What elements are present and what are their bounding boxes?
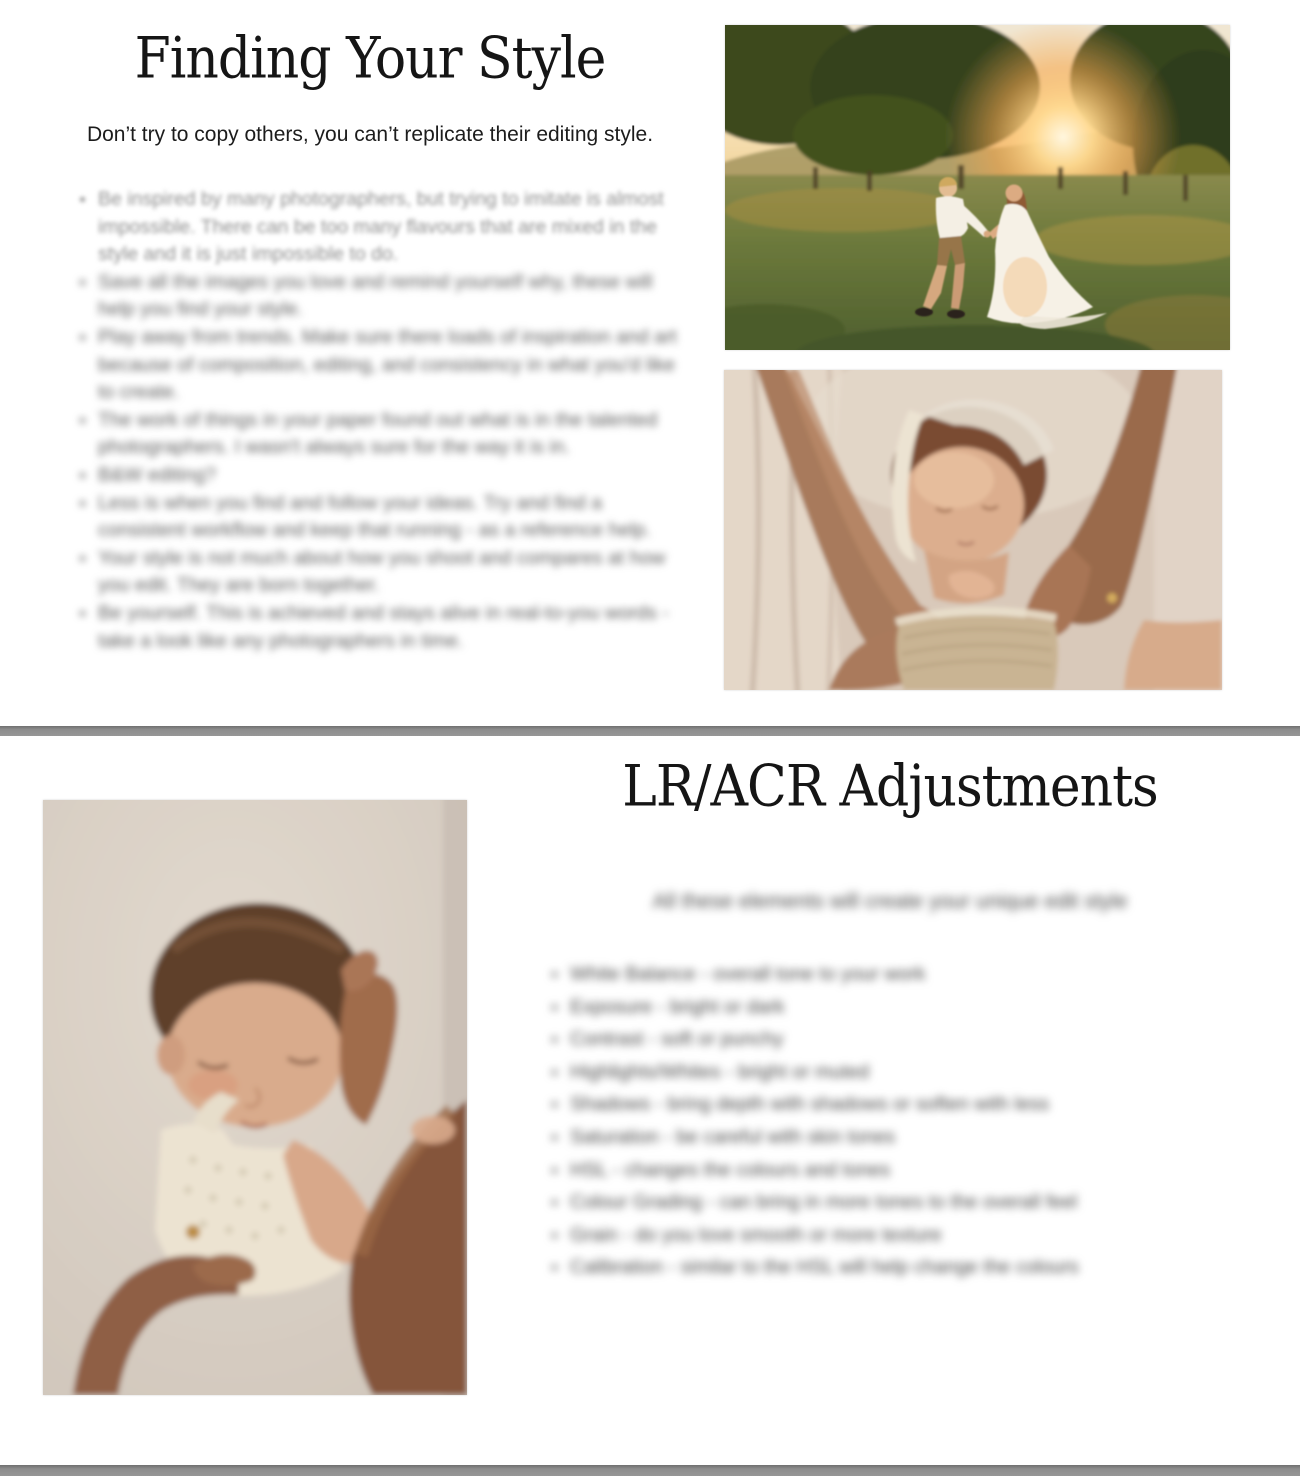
blurred-bullet-list (548, 958, 1148, 1284)
bullet-item: Your style is not much about how you shoot and compares at how you edit. They are born together. (76, 545, 692, 600)
photo-newborn-with-parents-hands (724, 370, 1222, 690)
slide-divider (0, 726, 1300, 736)
bullet-item: Contrast - soft or punchy (548, 1023, 1148, 1056)
bullet-item: White Balance - overall tone to your work (548, 958, 1148, 991)
photo-newborn-held-in-hands (43, 800, 467, 1395)
bullet-item: Less is when you find and follow your ideas. Try and find a consistent workflow and keep that running - as a reference help. (76, 490, 692, 545)
bullet-item: Saturation - be careful with skin tones (548, 1121, 1148, 1154)
bullet-item: Save all the images you love and remind yourself why, these will help you find your style. (76, 269, 692, 324)
bullet-item: B&W editing? (76, 462, 692, 490)
bullet-item: Calibration - similar to the HSL will help change the colours (548, 1251, 1148, 1284)
page-title: LR/ACR Adjustments (622, 753, 1158, 820)
page-title: Finding Your Style (134, 25, 606, 92)
bottom-divider (0, 1465, 1300, 1476)
bullet-item: The work of things in your paper found out what is in the talented photographers. I wasn't always sure for the way it is in. (76, 407, 692, 462)
blurred-subtitle: All these elements will create your unique edit style (652, 890, 1128, 913)
slide-lr-acr-adjustments (0, 736, 1300, 1465)
slide-subtitle: Don’t try to copy others, you can’t replicate their editing style. (86, 123, 654, 146)
bullet-item: Play away from trends. Make sure there loads of inspiration and art because of composition, editing, and consistency in what you'd like to create. (76, 324, 692, 407)
bullet-item: HSL - changes the colours and tones (548, 1154, 1148, 1187)
bullet-item: Exposure - bright or dark (548, 991, 1148, 1024)
photo-couple-sunset-field (725, 25, 1230, 350)
bullet-item: Highlights/Whites - bright or muted (548, 1056, 1148, 1089)
blurred-bullet-list (76, 186, 692, 655)
slide-finding-your-style (0, 0, 1300, 726)
bullet-item: Colour Grading - can bring in more tones to the overall feel (548, 1186, 1148, 1219)
bullet-item: Shadows - bring depth with shadows or soften with less (548, 1088, 1148, 1121)
bullet-item: Be inspired by many photographers, but trying to imitate is almost impossible. There can be too many flavours that are mixed in the style and it is just impossible to do. (76, 186, 692, 269)
bullet-item: Be yourself. This is achieved and stays alive in real-to-you words - take a look like any photographers in time. (76, 600, 692, 655)
bullet-item: Grain - do you love smooth or more texture (548, 1219, 1148, 1252)
